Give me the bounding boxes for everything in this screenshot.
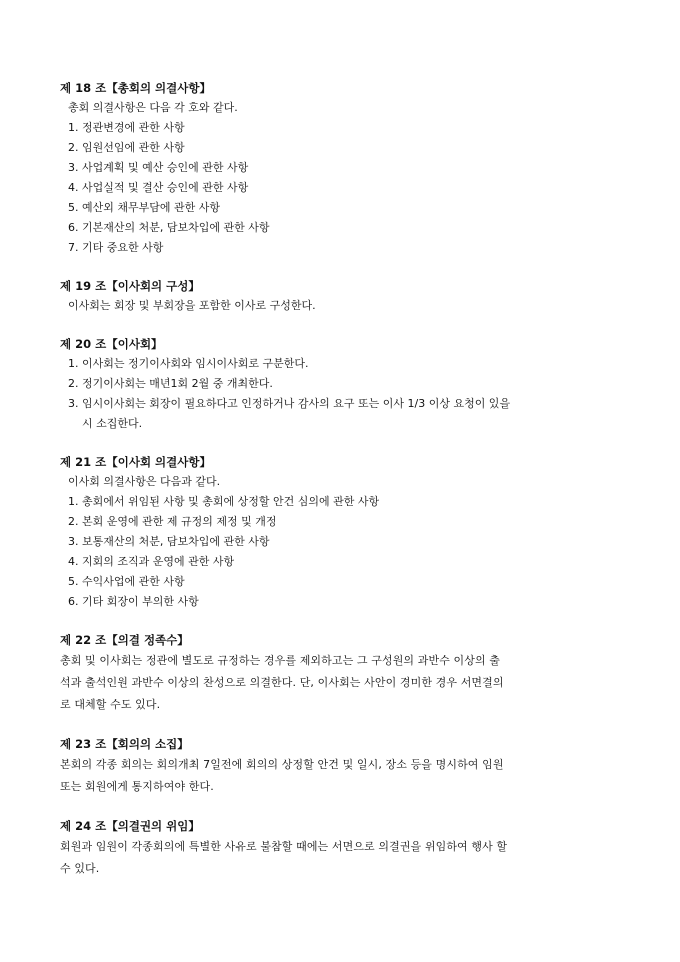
article-19: [60, 276, 632, 316]
document-page: [60, 78, 632, 898]
article-heading: 제 21 조【이사회 의결사항】: [60, 455, 211, 469]
list-item: 5. 예산외 채무부담에 관한 사항: [68, 201, 220, 214]
article-intro: 이사회 의결사항은 다음과 같다.: [68, 475, 221, 488]
article-body: 이사회는 회장 및 부회장을 포함한 이사로 구성한다.: [68, 299, 316, 312]
article-intro: 총회 의결사항은 다음 각 호와 같다.: [68, 101, 238, 114]
list-item: 4. 지회의 조직과 운영에 관한 사항: [68, 555, 235, 568]
list-item: 3. 보통재산의 처분, 담보차입에 관한 사항: [68, 535, 270, 548]
list-item: 7. 기타 중요한 사항: [68, 241, 164, 254]
list-item: 1. 총회에서 위임된 사항 및 총회에 상정할 안건 심의에 관한 사항: [68, 495, 380, 508]
body-line: 수 있다.: [60, 862, 100, 875]
article-24: [60, 816, 632, 880]
list-item: 1. 이사회는 정기이사회와 임시이사회로 구분한다.: [68, 357, 309, 370]
body-line: 본회의 각종 회의는 회의개최 7일전에 회의의 상정할 안건 및 일시, 장소 등을 명시하여 임원: [60, 758, 504, 771]
article-body: [60, 650, 632, 716]
list-item: 1. 정관변경에 관한 사항: [68, 121, 185, 134]
list-item: 5. 수익사업에 관한 사항: [68, 575, 185, 588]
article-20: [60, 334, 632, 434]
list-item: 4. 사업실적 및 결산 승인에 관한 사항: [68, 181, 249, 194]
list-item: 3. 임시이사회는 회장이 필요하다고 인정하거나 감사의 요구 또는 이사 1/3 이상 요청이 있을: [68, 397, 511, 410]
list-item-continuation: 시 소집한다.: [82, 417, 143, 430]
article-heading: 제 19 조【이사회의 구성】: [60, 279, 200, 293]
body-line: 로 대체할 수도 있다.: [60, 698, 161, 711]
article-heading: 제 23 조【회의의 소집】: [60, 737, 189, 751]
article-heading: 제 20 조【이사회】: [60, 337, 163, 351]
article-21: [60, 452, 632, 612]
article-23: [60, 734, 632, 798]
body-line: 회원과 임원이 각종회의에 특별한 사유로 불참할 때에는 서면으로 의결권을 위임하여 행사 할: [60, 840, 508, 853]
article-heading: 제 22 조【의결 정족수】: [60, 633, 189, 647]
body-line: 총회 및 이사회는 정관에 별도로 규정하는 경우를 제외하고는 그 구성원의 과반수 이상의 출: [60, 654, 501, 667]
article-heading: 제 24 조【의결권의 위임】: [60, 819, 200, 833]
list-item: 2. 임원선임에 관한 사항: [68, 141, 185, 154]
list-item: 6. 기타 회장이 부의한 사항: [68, 595, 199, 608]
article-body: [60, 836, 632, 880]
article-18: [60, 78, 632, 258]
article-body: [60, 754, 632, 798]
list-item: 3. 사업계획 및 예산 승인에 관한 사항: [68, 161, 249, 174]
list-item: 6. 기본재산의 처분, 담보차입에 관한 사항: [68, 221, 270, 234]
article-heading: 제 18 조【총회의 의결사항】: [60, 81, 211, 95]
body-line: 또는 회원에게 통지하여야 한다.: [60, 780, 214, 793]
body-line: 석과 출석인원 과반수 이상의 찬성으로 의결한다. 단, 이사회는 사안이 경미한 경우 서면결의: [60, 676, 504, 689]
article-22: [60, 630, 632, 716]
list-item: 2. 본회 운영에 관한 제 규정의 제정 및 개정: [68, 515, 277, 528]
list-item: 2. 정기이사회는 매년1회 2월 중 개최한다.: [68, 377, 273, 390]
